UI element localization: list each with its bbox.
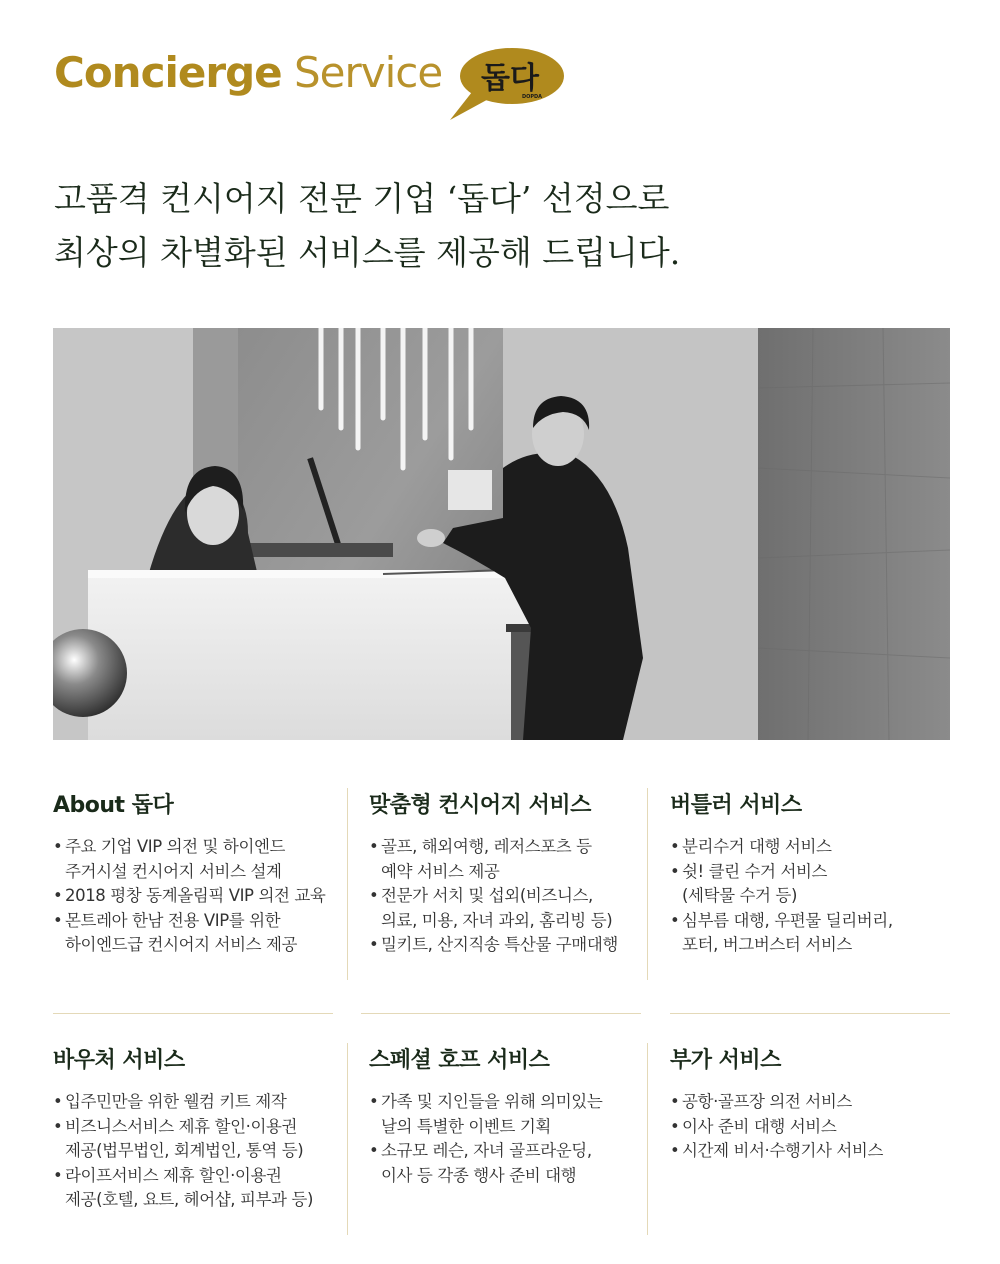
dopda-logo [442,44,566,120]
list-item: • 전문가 서치 및 섭외(비즈니스, 의료, 미용, 자녀 과외, 홈리빙 등) [369,884,649,933]
logo-text: 돕다 [481,61,539,96]
headline [54,172,954,280]
divider-horizontal [670,1013,950,1014]
section-title: About 돕다 [53,793,174,818]
section-voucher [53,1043,333,1213]
list-item: • 비즈니스서비스 제휴 할인·이용권 제공(법무법인, 회계법인, 통역 등) [53,1115,333,1164]
list-item: • 입주민만을 위한 웰컴 키트 제작 [53,1090,333,1115]
list-item: • 몬트레아 한남 전용 VIP를 위한 하이엔드급 컨시어지 서비스 제공 [53,909,333,958]
headline-line-2: 최상의 차별화된 서비스를 제공해 드립니다. [54,233,681,272]
divider-vertical [347,788,348,980]
section-about [53,788,333,958]
list-item: • 주요 기업 VIP 의전 및 하이엔드 주거시설 컨시어지 서비스 설계 [53,835,333,884]
section-butler [670,788,950,958]
list-item: • 심부름 대행, 우편물 딜리버리, 포터, 버그버스터 서비스 [670,909,950,958]
list-item: • 공항·골프장 의전 서비스 [670,1090,950,1115]
divider-horizontal [53,1013,333,1014]
item-list [53,1090,333,1213]
section-title: 맞춤형 컨시어지 서비스 [369,793,591,818]
list-item: • 골프, 해외여행, 레저스포츠 등 예약 서비스 제공 [369,835,649,884]
header [54,40,614,120]
section-title: 버틀러 서비스 [670,793,802,818]
title-light: Service [293,48,443,97]
section-custom-concierge [369,788,649,958]
list-item: • 시간제 비서·수행기사 서비스 [670,1139,950,1164]
list-item: • 밀키트, 산지직송 특산물 구매대행 [369,933,649,958]
list-item: • 라이프서비스 제휴 할인·이용권 제공(호텔, 요트, 헤어샵, 피부과 등) [53,1164,333,1213]
item-list [369,1090,649,1188]
logo-subtext: DOPDA [521,94,543,100]
item-list [670,835,950,958]
item-list [670,1090,950,1164]
divider-vertical [347,1043,348,1235]
section-title: 부가 서비스 [670,1048,781,1073]
section-title: 스페셜 호프 서비스 [369,1048,550,1073]
section-additional [670,1043,950,1164]
list-item: • 가족 및 지인들을 위해 의미있는 날의 특별한 이벤트 기획 [369,1090,649,1139]
concierge-desk-photo [53,328,950,740]
item-list [369,835,649,958]
item-list [53,835,333,958]
list-item: • 분리수거 대행 서비스 [670,835,950,860]
title-bold: Concierge [54,48,282,97]
list-item: • 쉿! 클린 수거 서비스 (세탁물 수거 등) [670,860,950,909]
section-special-hope [369,1043,649,1188]
headline-line-1: 고품격 컨시어지 전문 기업 ‘돕다’ 선정으로 [54,179,670,218]
divider-horizontal [361,1013,641,1014]
page-title [54,48,442,97]
list-item: • 2018 평창 동계올림픽 VIP 의전 교육 [53,884,333,909]
list-item: • 이사 준비 대행 서비스 [670,1115,950,1140]
list-item: • 소규모 레슨, 자녀 골프라운딩, 이사 등 각종 행사 준비 대행 [369,1139,649,1188]
section-title: 바우처 서비스 [53,1048,185,1073]
